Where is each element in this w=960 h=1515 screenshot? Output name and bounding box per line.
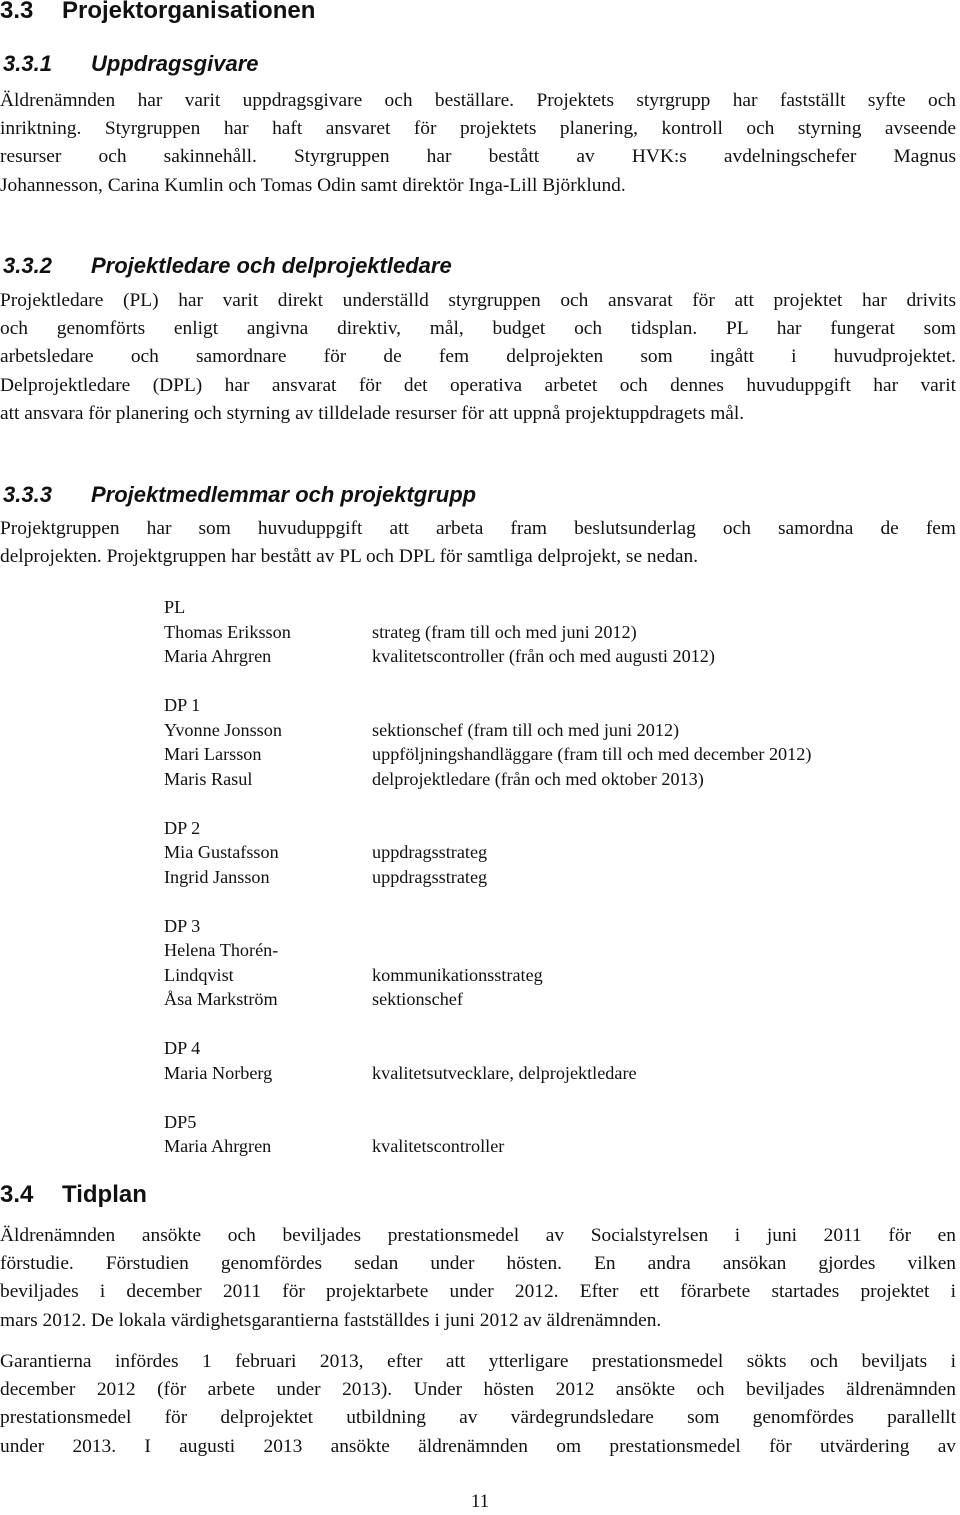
- roster-row: [164, 865, 924, 890]
- roster-row: [164, 963, 924, 988]
- section-heading-3-3-3: [0, 482, 476, 508]
- roster-row: [164, 620, 924, 645]
- section-heading-3-4: [0, 1181, 147, 1209]
- roster-row: [164, 987, 924, 1012]
- member-name: Åsa Markström: [164, 989, 278, 1009]
- roster-group-title: DP 1: [164, 695, 201, 715]
- project-roster: [164, 595, 924, 1183]
- roster-group: [164, 914, 924, 1012]
- roster-row: [164, 742, 924, 767]
- member-role: kommunikationsstrateg: [372, 964, 543, 985]
- section-title: Projektledare och delprojektledare: [91, 253, 452, 278]
- roster-row: [164, 938, 924, 963]
- text-line: och genomförts enligt angivna direktiv, mål, budget och tidsplan. PL har fungerat som: [0, 318, 956, 340]
- member-role: [372, 938, 924, 963]
- roster-row: [164, 767, 924, 792]
- roster-group-title: PL: [164, 597, 186, 617]
- roster-group-title: DP 3: [164, 915, 201, 936]
- section-heading-3-3: [0, 0, 315, 25]
- member-name: Mari Larsson: [164, 744, 262, 764]
- member-role: uppdragsstrateg: [372, 866, 488, 887]
- member-role: sektionschef (fram till och med juni 2012): [372, 719, 680, 740]
- member-role: kvalitetscontroller (från och med augusti 2012): [372, 646, 715, 666]
- text-line: mars 2012. De lokala värdighetsgarantierna fastställdes i juni 2012 av äldrenämnden.: [0, 1309, 662, 1331]
- text-line: att ansvara för planering och styrning av tilldelade resurser för att uppnå projektuppdragets mål.: [0, 402, 745, 424]
- text-line: delprojekten. Projektgruppen har bestått av PL och DPL för samtliga delprojekt, se nedan.: [0, 546, 699, 568]
- paragraph-projektgrupp: [0, 515, 956, 571]
- member-name: Mia Gustafsson: [164, 842, 279, 862]
- text-line: Delprojektledare (DPL) har ansvarat för det operativa arbetet och dennes huvuduppgift har varit: [0, 374, 956, 396]
- member-name: Thomas Eriksson: [164, 621, 291, 642]
- section-heading-3-3-1: [0, 51, 259, 77]
- section-title: Tidplan: [62, 1181, 147, 1208]
- roster-row: [164, 840, 924, 865]
- text-line: under 2013. I augusti 2013 ansökte äldrenämnden om prestationsmedel för utvärdering av: [0, 1435, 956, 1457]
- text-line: Johannesson, Carina Kumlin och Tomas Odin samt direktör Inga-Lill Björklund.: [0, 174, 626, 196]
- text-line: beviljades i december 2011 för projektarbete under 2012. Efter ett förarbete startades projektet i: [0, 1281, 956, 1303]
- paragraph-uppdragsgivare: [0, 87, 956, 200]
- roster-row: [164, 1134, 924, 1159]
- text-line: Projektledare (PL) har varit direkt underställd styrgruppen och ansvarat för att projektet har drivits: [0, 290, 956, 311]
- member-role: kvalitetscontroller: [372, 1136, 505, 1156]
- member-role: uppföljningshandläggare (fram till och med december 2012): [372, 744, 812, 764]
- member-name: Yvonne Jonsson: [164, 719, 282, 740]
- section-number: 3.3: [0, 0, 34, 24]
- text-line: december 2012 (för arbete under 2013). Under hösten 2012 ansökte och beviljades äldrenämnden: [0, 1379, 956, 1401]
- paragraph-projektledare: [0, 287, 956, 428]
- member-name: Lindqvist: [164, 964, 234, 985]
- paragraph-tidplan-2: [0, 1348, 956, 1461]
- text-line: Projektgruppen har som huvuduppgift att arbeta fram beslutsunderlag och samordna de fem: [0, 518, 956, 539]
- roster-group: [164, 816, 924, 890]
- section-number: 3.3.2: [3, 253, 52, 278]
- member-role: uppdragsstrateg: [372, 842, 488, 862]
- member-name: Maria Ahrgren: [164, 646, 272, 666]
- roster-group: [164, 1110, 924, 1159]
- member-role: sektionschef: [372, 989, 463, 1009]
- roster-group-title: DP 4: [164, 1038, 201, 1058]
- section-number: 3.4: [0, 1181, 34, 1208]
- roster-group: [164, 595, 924, 669]
- text-line: prestationsmedel för delprojektet utbildning av värdegrundsledare som genomfördes parallellt: [0, 1407, 956, 1429]
- roster-group-title: DP 2: [164, 817, 201, 838]
- roster-group-title: DP5: [164, 1111, 197, 1132]
- member-name: Maris Rasul: [164, 768, 253, 789]
- section-title: Projektorganisationen: [62, 0, 316, 24]
- roster-group: [164, 1036, 924, 1085]
- member-role: strateg (fram till och med juni 2012): [372, 621, 637, 642]
- member-name: Ingrid Jansson: [164, 866, 270, 887]
- text-line: Äldrenämnden har varit uppdragsgivare och beställare. Projektets styrgrupp har fastställt syfte och: [0, 90, 956, 111]
- section-number: 3.3.3: [3, 482, 52, 507]
- text-line: Garantierna infördes 1 februari 2013, efter att ytterligare prestationsmedel sökts och beviljats i: [0, 1351, 956, 1372]
- member-role: delprojektledare (från och med oktober 2013): [372, 768, 704, 789]
- member-role: kvalitetsutvecklare, delprojektledare: [372, 1062, 637, 1083]
- member-name: Helena Thorén-: [164, 940, 279, 960]
- text-line: inriktning. Styrgruppen har haft ansvaret för projektets planering, kontroll och styrning avseende: [0, 118, 956, 140]
- text-line: arbetsledare och samordnare för de fem delprojekten som ingått i huvudprojektet.: [0, 346, 956, 368]
- roster-group: [164, 693, 924, 791]
- member-name: Maria Norberg: [164, 1062, 273, 1083]
- text-line: resurser och sakinnehåll. Styrgruppen har bestått av HVK:s avdelningschefer Magnus: [0, 146, 956, 168]
- section-heading-3-3-2: [0, 253, 452, 279]
- section-number: 3.3.1: [3, 51, 52, 76]
- section-title: Projektmedlemmar och projektgrupp: [91, 482, 477, 507]
- text-line: Äldrenämnden ansökte och beviljades prestationsmedel av Socialstyrelsen i juni 2011 för en: [0, 1225, 956, 1246]
- roster-row: [164, 718, 924, 743]
- roster-row: [164, 644, 924, 669]
- page-number: 11: [470, 1491, 490, 1512]
- section-title: Uppdragsgivare: [91, 51, 259, 76]
- text-line: förstudie. Förstudien genomfördes sedan under hösten. En andra ansökan gjordes vilken: [0, 1253, 956, 1275]
- roster-row: [164, 1061, 924, 1086]
- paragraph-tidplan-1: [0, 1222, 956, 1335]
- member-name: Maria Ahrgren: [164, 1136, 272, 1156]
